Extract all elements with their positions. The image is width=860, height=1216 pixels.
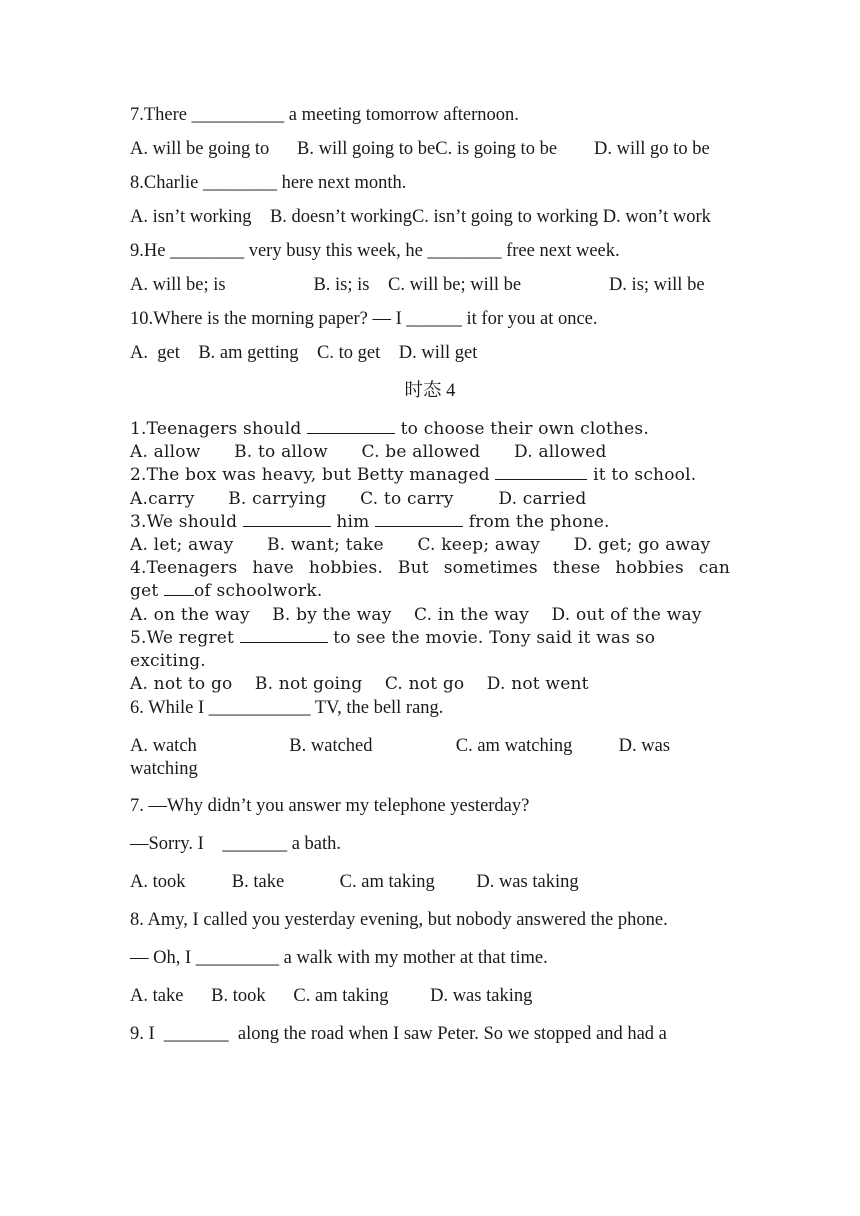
p3-question-6-options: A. watch B. watched C. am watching D. was (130, 736, 671, 757)
p2-question-5 (130, 627, 730, 673)
p2-q3-text-end: from the phone. (463, 511, 610, 532)
question-7-options: A. will be going to B. will going to beC. is going to be D. will go to be (130, 139, 710, 159)
answer-blank (243, 511, 331, 527)
p2-q1-text-end: to choose their own clothes. (395, 419, 649, 439)
answer-blank (164, 580, 194, 596)
question-10: 10.Where is the morning paper? — I ______ it for you at once. (130, 309, 598, 329)
p3-question-8-reply: — Oh, I _________ a walk with my mother at that time. (130, 948, 548, 969)
p3-question-8-options: A. take B. took C. am taking D. was taking (130, 986, 533, 1007)
question-8: 8.Charlie ________ here next month. (130, 173, 407, 193)
part-3 (130, 697, 730, 1046)
p2-q4-text: get (130, 581, 164, 602)
answer-blank (375, 511, 463, 527)
p3-question-6: 6. While I ___________ TV, the bell rang. (130, 698, 444, 719)
question-9-options: A. will be; is B. is; is C. will be; will be D. is; will be (130, 275, 705, 295)
question-7: 7.There __________ a meeting tomorrow afternoon. (130, 105, 519, 125)
p2-q2-text-end: it to school. (587, 465, 697, 486)
question-9: 9.He ________ very busy this week, he ________ free next week. (130, 241, 620, 261)
part-2 (130, 418, 730, 696)
answer-blank (240, 627, 328, 643)
p3-question-9: 9. I _______ along the road when I saw Peter. So we stopped and had a (130, 1024, 667, 1045)
p2-q5-text: 5.We regret (130, 627, 240, 648)
p3-question-8: 8. Amy, I called you yesterday evening, but nobody answered the phone. (130, 910, 668, 931)
p2-question-1 (130, 418, 730, 441)
p2-q5-text-end: to see the movie. Tony said it was so exciting. (130, 627, 656, 672)
p2-question-4-line-2 (130, 580, 730, 603)
p2-q1-text: 1.Teenagers should (130, 419, 308, 439)
p2-question-4-line-1: 4.Teenagers have hobbies. But sometimes these hobbies can (130, 558, 730, 579)
p2-q3-text: 3.We should (130, 511, 243, 532)
p2-q3-text-mid: him (330, 511, 376, 532)
p2-q2-text: 2.The box was heavy, but Betty managed (130, 465, 496, 486)
p3-question-7-reply: —Sorry. I _______ a bath. (130, 834, 342, 855)
p2-question-1-options: A. allow B. to allow C. be allowed D. allowed (130, 442, 607, 463)
answer-blank (495, 464, 587, 480)
p3-question-7-options: A. took B. take C. am taking D. was taking (130, 872, 579, 893)
p3-question-6-options-cont: watching (130, 759, 198, 780)
question-10-options: A. get B. am getting C. to get D. will get (130, 343, 478, 363)
p2-question-5-options: A. not to go B. not going C. not go D. not went (130, 674, 589, 695)
p2-question-2-options: A.carry B. carrying C. to carry D. carried (130, 488, 587, 509)
worksheet-page (130, 104, 730, 1057)
p2-question-4-options: A. on the way B. by the way C. in the way D. out of the way (130, 604, 702, 625)
section-title: 时态 4 (404, 381, 456, 401)
p2-q4-text-end: of schoolwork. (193, 581, 323, 602)
question-8-options: A. isn’t working B. doesn’t workingC. isn’t going to working D. won’t work (130, 207, 711, 227)
p2-question-3 (130, 511, 730, 534)
p3-question-7: 7. —Why didn’t you answer my telephone yesterday? (130, 796, 530, 817)
p2-question-2 (130, 464, 730, 487)
answer-blank (307, 418, 395, 434)
p2-question-3-options: A. let; away B. want; take C. keep; away D. get; go away (130, 535, 711, 556)
part-1 (130, 104, 730, 365)
